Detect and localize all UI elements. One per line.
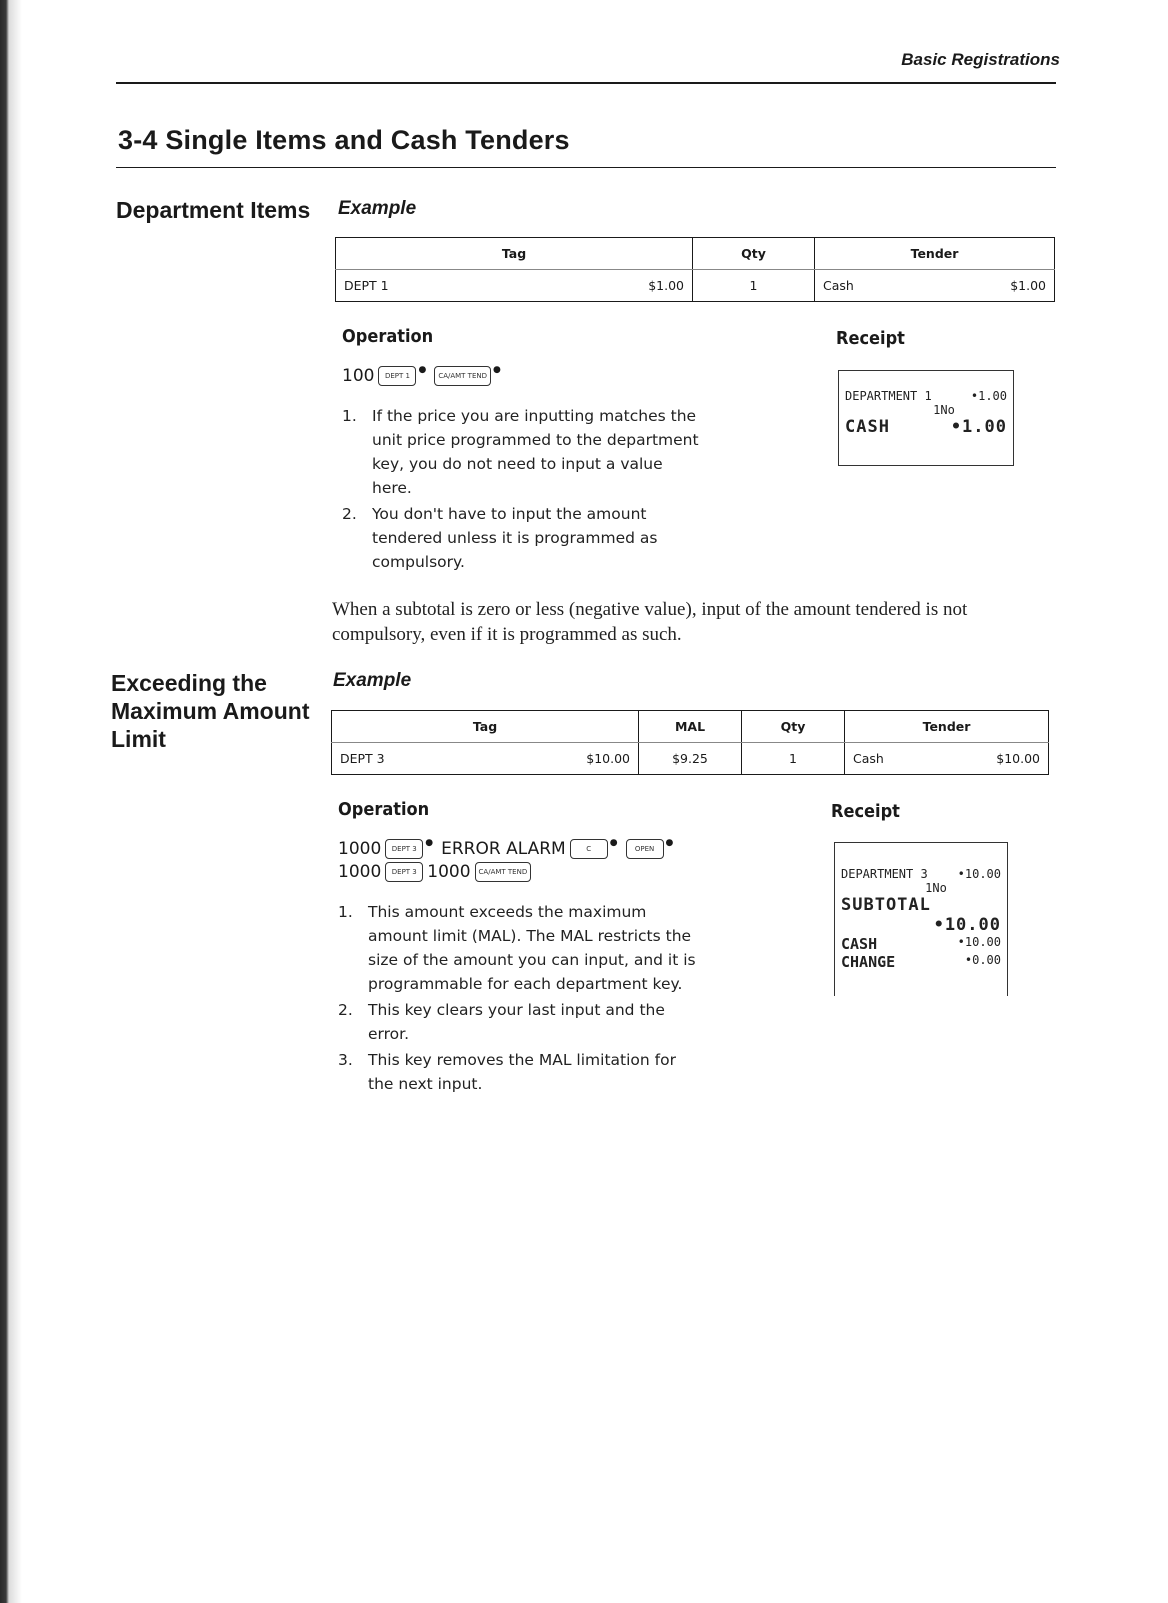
tender-cell <box>815 270 1055 302</box>
department-example-table <box>335 237 1055 302</box>
qty-header: Qty <box>742 711 845 743</box>
error-alarm-text: ERROR ALARM <box>441 839 566 859</box>
tag-price: $1.00 <box>648 278 684 293</box>
op-amount: 1000 <box>338 839 382 859</box>
receipt-1 <box>838 370 1014 466</box>
cash-tend-key-icon: CA/AMT TEND <box>475 862 532 882</box>
mal-example-table <box>331 710 1049 775</box>
receipt-cash-label: CASH <box>841 935 878 953</box>
tender-type: Cash <box>823 278 854 293</box>
note-marker-icon: ● <box>493 365 501 375</box>
receipt-subtotal-label: SUBTOTAL <box>841 895 931 915</box>
receipt-cash-amount: •10.00 <box>957 935 1001 949</box>
receipt-2 <box>834 842 1008 996</box>
receipt-change-label: CHANGE <box>841 953 896 971</box>
open-key-icon: OPEN <box>626 839 664 859</box>
mal-cell: $9.25 <box>639 743 742 775</box>
receipt-qty: 1No <box>925 881 947 895</box>
operation-sequence-2a <box>338 839 677 859</box>
receipt-cash-label: CASH <box>845 417 890 437</box>
op-amount: 1000 <box>338 862 382 882</box>
op-amount: 100 <box>342 366 375 386</box>
tender-amount: $10.00 <box>996 751 1040 766</box>
tender-header: Tender <box>815 238 1055 270</box>
section-title: 3-4 Single Items and Cash Tenders <box>118 125 570 155</box>
receipt-dept-amount: •1.00 <box>970 389 1007 403</box>
header-rule <box>116 82 1056 84</box>
receipt-change-amount: •0.00 <box>964 953 1001 967</box>
mal-header: MAL <box>639 711 742 743</box>
book-spine-shadow <box>0 0 22 1603</box>
operation-notes-1 <box>342 404 702 576</box>
dept-1-key-icon: DEPT 1 <box>378 366 416 386</box>
tender-cell <box>845 743 1049 775</box>
receipt-subtotal-amount: •10.00 <box>933 915 1001 935</box>
tag-name: DEPT 3 <box>340 751 385 766</box>
operation-heading-1: Operation <box>342 326 434 347</box>
tag-name: DEPT 1 <box>344 278 389 293</box>
cash-tend-key-icon: CA/AMT TEND <box>434 366 491 386</box>
note-marker-icon: ● <box>425 838 434 848</box>
list-item: 2. This key clears your last input and the error. <box>338 1001 665 1043</box>
operation-sequence-2b <box>338 862 531 882</box>
qty-cell: 1 <box>742 743 845 775</box>
list-item: 3. This key removes the MAL limitation for the next input. <box>338 1051 676 1093</box>
receipt-heading-2: Receipt <box>831 801 900 822</box>
receipt-dept-label: DEPARTMENT 1 <box>845 389 932 403</box>
list-item: 1. If the price you are inputting matches the unit price programmed to the department key, you do not need to input a value here. <box>342 407 699 497</box>
example-label-2: Example <box>333 670 412 691</box>
receipt-qty: 1No <box>933 403 955 417</box>
clear-key-icon: C <box>570 839 608 859</box>
qty-cell: 1 <box>693 270 815 302</box>
operation-heading-2: Operation <box>338 799 430 820</box>
tag-header: Tag <box>332 711 639 743</box>
operation-notes-2 <box>338 900 703 1098</box>
receipt-dept-amount: •10.00 <box>957 867 1001 881</box>
tender-amount: $1.00 <box>1010 278 1046 293</box>
tag-header: Tag <box>336 238 693 270</box>
receipt-dept-label: DEPARTMENT 3 <box>841 867 928 881</box>
dept-3-key-icon: DEPT 3 <box>385 862 423 882</box>
running-head: Basic Registrations <box>901 50 1060 69</box>
note-marker-icon: ● <box>418 365 427 375</box>
department-items-heading: Department Items <box>116 197 311 223</box>
operation-sequence-1 <box>342 366 505 386</box>
subtotal-paragraph: When a subtotal is zero or less (negative value), input of the amount tendered is not compulsory, even if it is programmed as such. <box>332 599 968 645</box>
receipt-heading-1: Receipt <box>836 328 905 349</box>
list-item: 2. You don't have to input the amount tendered unless it is programmed as compulsory. <box>342 505 658 571</box>
section-rule <box>116 167 1056 168</box>
qty-header: Qty <box>693 238 815 270</box>
tag-price: $10.00 <box>586 751 630 766</box>
example-label-1: Example <box>338 198 417 219</box>
note-marker-icon: ● <box>665 838 674 848</box>
tag-cell <box>336 270 693 302</box>
receipt-cash-amount: •1.00 <box>950 417 1007 437</box>
op-amount: 1000 <box>427 862 471 882</box>
exceeding-mal-heading: Exceeding the Maximum Amount Limit <box>111 670 310 752</box>
list-item: 1. This amount exceeds the maximum amount limit (MAL). The MAL restricts the size of the amount you can input, and it is programmable for each department key. <box>338 903 696 993</box>
note-marker-icon: ● <box>609 838 618 848</box>
tender-header: Tender <box>845 711 1049 743</box>
tender-type: Cash <box>853 751 884 766</box>
dept-3-key-icon: DEPT 3 <box>385 839 423 859</box>
tag-cell <box>332 743 639 775</box>
